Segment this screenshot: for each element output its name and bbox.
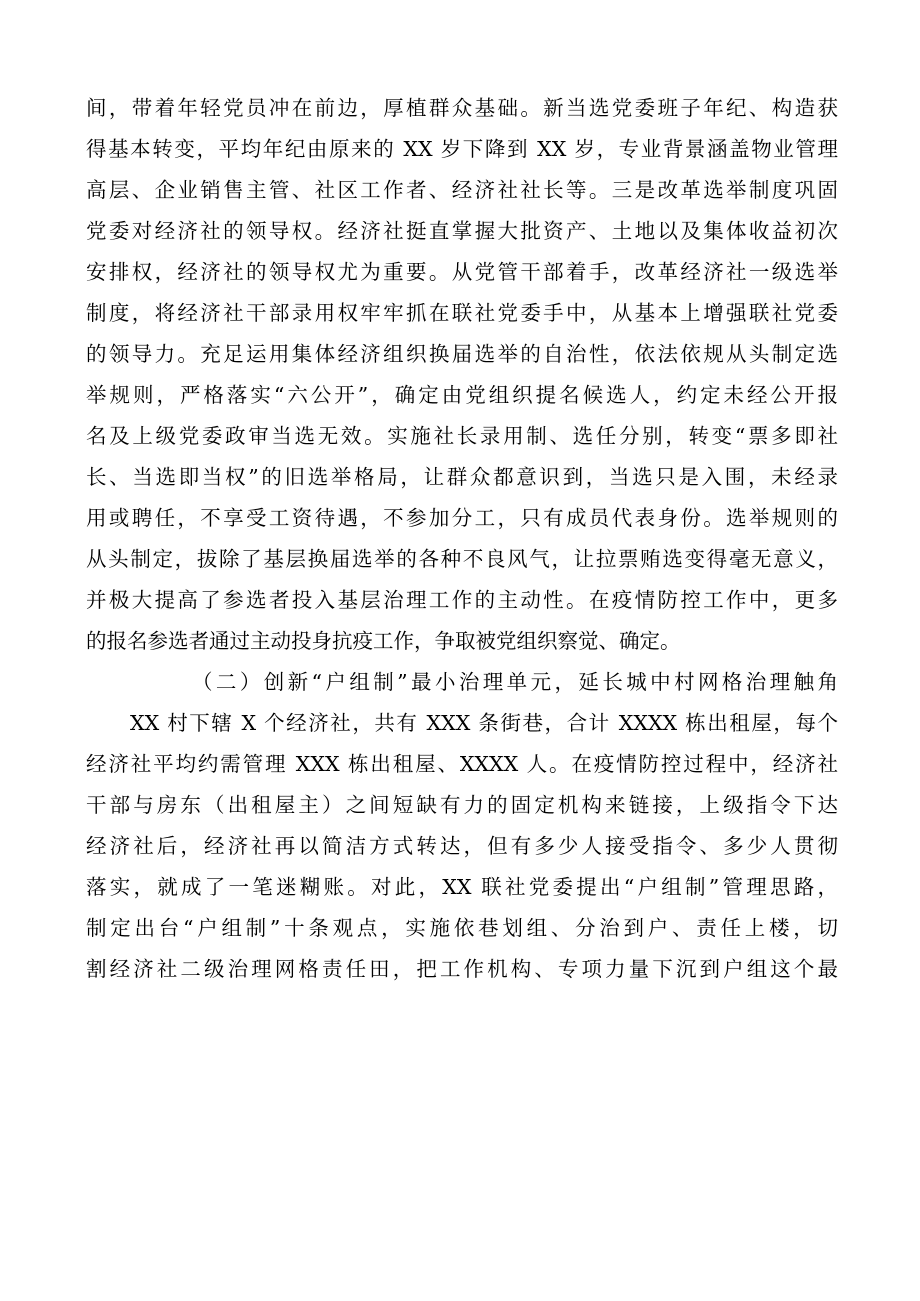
- text-line: 间，带着年轻党员冲在前边，厚植群众基础。新当选党委班子年纪、构造获: [86, 96, 838, 120]
- text-line: 的报名参选者通过主动投身抗疫工作，争取被党组织察觉、确定。: [86, 629, 681, 653]
- text-line: 安排权，经济社的领导权尤为重要。从党管干部着手，改革经济社一级选举: [86, 260, 838, 284]
- text-line: 干部与房东（出租屋主）之间短缺有力的固定机构来链接，上级指令下达: [86, 793, 838, 817]
- paragraph-continuation: [86, 88, 838, 662]
- text-line: 党委对经济社的领导权。经济社挺直掌握大批资产、土地以及集体收益初次: [86, 219, 838, 243]
- text-line: 经济社后，经济社再以简洁方式转达，但有多少人接受指令、多少人贯彻: [86, 834, 838, 858]
- text-line: 举规则，严格落实“六公开”，确定由党组织提名候选人，约定未经公开报: [86, 383, 838, 407]
- text-line: 制定出台“户组制”十条观点，实施依巷划组、分治到户、责任上楼，切: [86, 916, 838, 940]
- text-line: 用或聘任，不享受工资待遇，不参加分工，只有成员代表身份。选举规则的: [86, 506, 838, 530]
- document-body: [86, 88, 838, 990]
- text-line: 割经济社二级治理网格责任田，把工作机构、专项力量下沉到户组这个最: [86, 957, 838, 981]
- text-line: 高层、企业销售主管、社区工作者、经济社社长等。三是改革选举制度巩固: [86, 178, 838, 202]
- text-line: 得基本转变，平均年纪由原来的 XX 岁下降到 XX 岁，专业背景涵盖物业管理: [86, 137, 838, 161]
- paragraph: [86, 703, 838, 990]
- text-line: 落实，就成了一笔迷糊账。对此，XX 联社党委提出“户组制”管理思路，: [86, 875, 838, 899]
- text-line: 长、当选即当权”的旧选举格局，让群众都意识到，当选只是入围，未经录: [86, 465, 838, 489]
- text-line: 制度，将经济社干部录用权牢牢抓在联社党委手中，从基本上增强联社党委: [86, 301, 838, 325]
- text-line: XX 村下辖 X 个经济社，共有 XXX 条街巷，合计 XXXX 栋出租屋，每个: [130, 711, 838, 735]
- section-heading: （二）创新“户组制”最小治理单元，延长城中村网格治理触角: [192, 670, 838, 694]
- text-line: 名及上级党委政审当选无效。实施社长录用制、选任分别，转变“票多即社: [86, 424, 838, 448]
- text-line: 从头制定，拔除了基层换届选举的各种不良风气，让拉票贿选变得毫无意义，: [86, 547, 838, 571]
- text-line: 并极大提高了参选者投入基层治理工作的主动性。在疫情防控工作中，更多: [86, 588, 838, 612]
- text-line: 经济社平均约需管理 XXX 栋出租屋、XXXX 人。在疫情防控过程中，经济社: [86, 752, 838, 776]
- text-line: 的领导力。充足运用集体经济组织换届选举的自治性，依法依规从头制定选: [86, 342, 838, 366]
